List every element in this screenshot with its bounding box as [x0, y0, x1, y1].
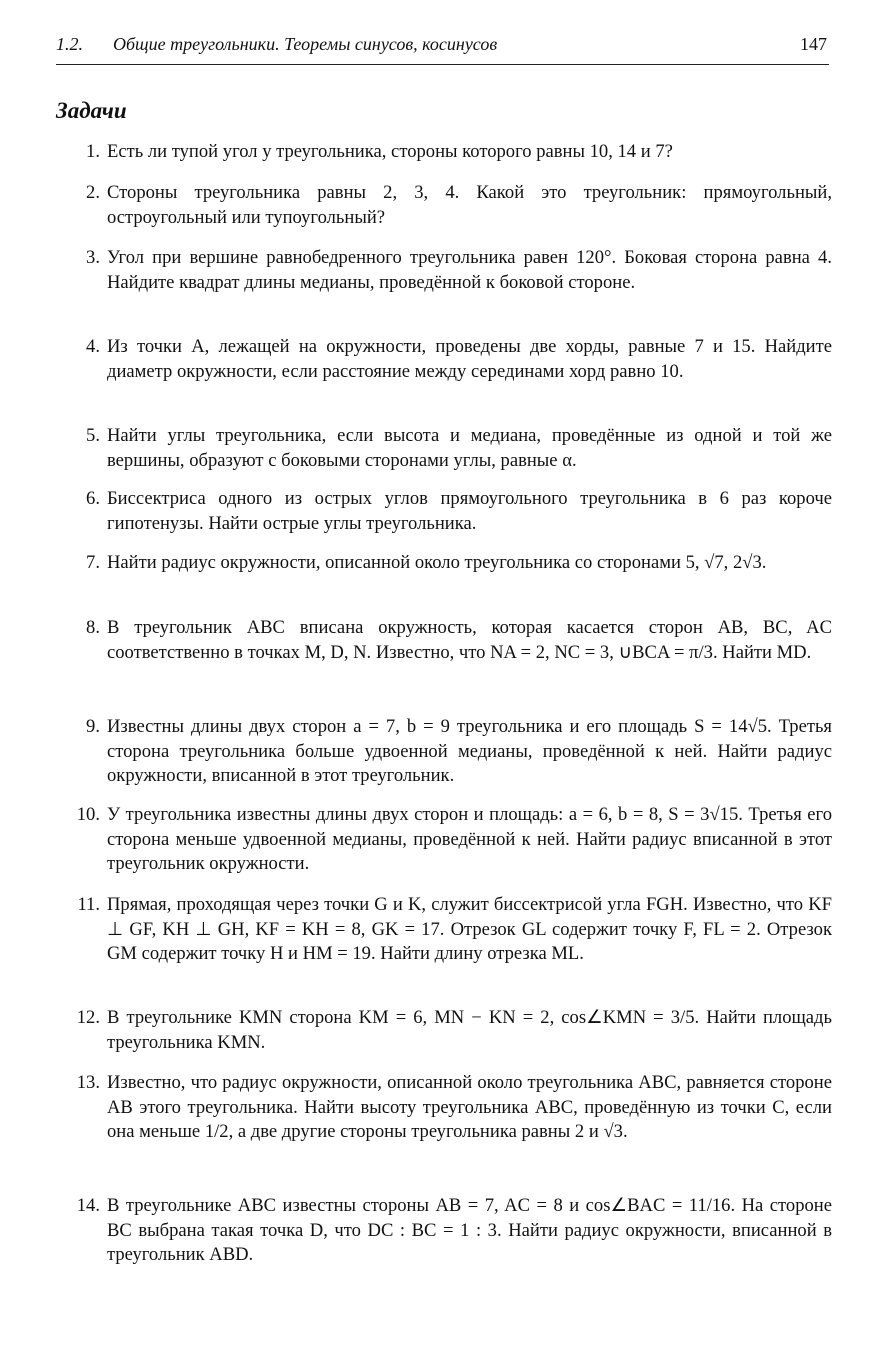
problem-number: 13. — [76, 1072, 100, 1093]
problem-text: У треугольника известны длины двух сторон и площадь: a = 6, b = 8, S = 3√15. Третья его сторона меньше удвоенной медианы, проведённой к ней. Найти радиус вписанной в этот треугольник окружности. — [107, 804, 832, 875]
running-header — [56, 34, 829, 62]
problem-text: Из точки A, лежащей на окружности, проведены две хорды, равные 7 и 15. Найдите диаметр окружности, если расстояние между серединами хорд равно 10. — [107, 336, 832, 382]
problem-number: 9. — [86, 716, 100, 737]
problem-text: Найти радиус окружности, описанной около треугольника со сторонами 5, √7, 2√3. — [107, 552, 767, 573]
problem-number: 2. — [86, 182, 100, 203]
problem-text: В треугольнике KMN сторона KM = 6, MN − KN = 2, cos∠KMN = 3/5. Найти площадь треугольника KMN. — [107, 1007, 832, 1053]
problem-item — [60, 1071, 832, 1145]
problem-item — [60, 1194, 832, 1268]
problem-text: Прямая, проходящая через точки G и K, служит биссектрисой угла FGH. Известно, что KF ⊥ GF, KH ⊥ GH, KF = KH = 8, GK = 17. Отрезок GL содержит точку F, FL = 2. Отрезок GM содержит точку H и HM = 19. Найти длину отрезка ML. — [107, 894, 832, 965]
problem-item — [60, 140, 832, 165]
problem-item — [60, 715, 832, 789]
problem-text: Биссектриса одного из острых углов прямоугольного треугольника в 6 раз короче гипотенузы. Найти острые углы треугольника. — [107, 488, 832, 534]
problem-text: Угол при вершине равнобедренного треугольника равен 120°. Боковая сторона равна 4. Найдите квадрат длины медианы, проведённой к боковой стороне. — [107, 247, 832, 293]
problem-item — [60, 551, 832, 576]
section-number: 1.2. — [56, 34, 83, 54]
problem-item — [60, 246, 832, 295]
problem-number: 3. — [86, 247, 100, 268]
problem-item — [60, 616, 832, 665]
header-rule — [56, 64, 829, 65]
problem-number: 1. — [86, 141, 100, 162]
page-number: 147 — [800, 34, 827, 54]
problem-number: 8. — [86, 617, 100, 638]
problem-item — [60, 487, 832, 536]
problem-text: Есть ли тупой угол у треугольника, стороны которого равны 10, 14 и 7? — [107, 141, 673, 162]
problem-text: Стороны треугольника равны 2, 3, 4. Какой это треугольник: прямоугольный, остроугольный или тупоугольный? — [107, 182, 832, 228]
problem-text: В треугольник ABC вписана окружность, которая касается сторон AB, BC, AC соответственно в точках M, D, N. Известно, что NA = 2, NC = 3, ∪BCA = π/3. Найти MD. — [107, 617, 832, 663]
problem-item — [60, 335, 832, 384]
problem-number: 5. — [86, 425, 100, 446]
problem-item — [60, 893, 832, 967]
problem-number: 10. — [76, 804, 100, 825]
problem-number: 12. — [76, 1007, 100, 1028]
problem-text: Известны длины двух сторон a = 7, b = 9 треугольника и его площадь S = 14√5. Третья сторона треугольника больше удвоенной медианы, проведённой к ней. Найти радиус окружности, вписанной в этот треугольник. — [107, 716, 832, 787]
problem-item — [60, 424, 832, 473]
problem-number: 4. — [86, 336, 100, 357]
problem-number: 6. — [86, 488, 100, 509]
problem-text: Найти углы треугольника, если высота и медиана, проведённые из одной и той же вершины, образуют с боковыми сторонами углы, равные α. — [107, 425, 832, 471]
problem-item — [60, 1006, 832, 1055]
problems-heading: Задачи — [56, 98, 127, 123]
problem-number: 14. — [76, 1195, 100, 1216]
problem-item — [60, 803, 832, 877]
problem-number: 7. — [86, 552, 100, 573]
problem-text: Известно, что радиус окружности, описанной около треугольника ABC, равняется стороне AB этого треугольника. Найти высоту треугольника ABC, проведённую из точки C, если она меньше 1/2, а две другие стороны треугольника равны 2 и √3. — [107, 1072, 832, 1143]
problem-text: В треугольнике ABC известны стороны AB = 7, AC = 8 и cos∠BAC = 11/16. На стороне BC выбрана такая точка D, что DC : BC = 1 : 3. Найти радиус окружности, вписанной в треугольник ABD. — [107, 1195, 832, 1266]
problem-number: 11. — [77, 894, 100, 915]
section-title: Общие треугольники. Теоремы синусов, косинусов — [113, 34, 498, 54]
problem-item — [60, 181, 832, 230]
